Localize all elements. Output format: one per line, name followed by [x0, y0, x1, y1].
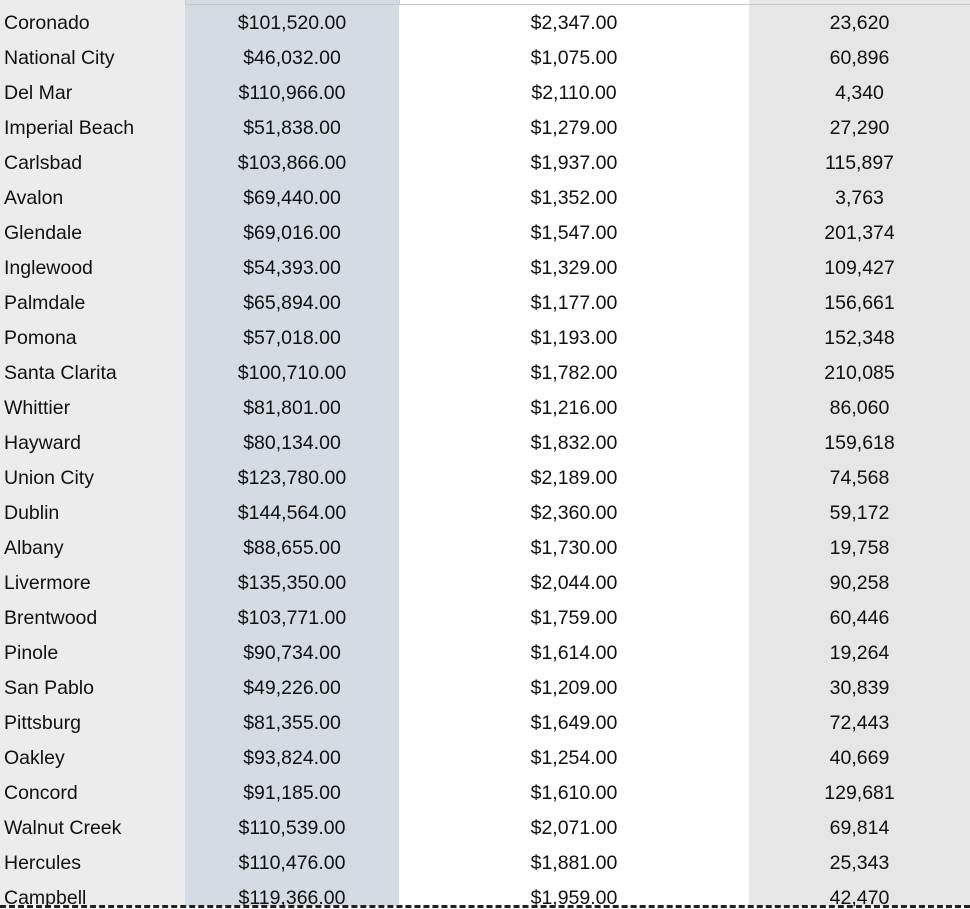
- table-row: [0, 391, 970, 426]
- cell-city[interactable]: Inglewood: [4, 257, 93, 279]
- table-row: [0, 461, 970, 496]
- cell-city[interactable]: Palmdale: [4, 292, 86, 314]
- cell-population[interactable]: 27,290: [829, 117, 890, 139]
- cell-rent[interactable]: $1,832.00: [530, 432, 618, 454]
- cell-income[interactable]: $81,801.00: [243, 397, 341, 419]
- cell-city[interactable]: Oakley: [4, 747, 65, 769]
- cell-population[interactable]: 129,681: [824, 782, 895, 804]
- cell-population[interactable]: 60,446: [829, 607, 890, 629]
- table-row: [0, 601, 970, 636]
- cell-income[interactable]: $144,564.00: [237, 502, 347, 524]
- cell-income[interactable]: $110,539.00: [238, 817, 346, 839]
- cell-population[interactable]: 201,374: [824, 222, 895, 244]
- cell-rent[interactable]: $1,177.00: [530, 292, 618, 314]
- cell-population[interactable]: 4,340: [835, 82, 884, 104]
- cell-city[interactable]: Livermore: [4, 572, 91, 594]
- cell-rent[interactable]: $2,110.00: [531, 82, 617, 104]
- table-row: [0, 41, 970, 76]
- cell-income[interactable]: $69,016.00: [243, 222, 341, 244]
- cell-income[interactable]: $51,838.00: [243, 117, 341, 139]
- table-row: [0, 741, 970, 776]
- cell-city[interactable]: Pinole: [4, 642, 59, 664]
- cell-city[interactable]: Glendale: [4, 222, 83, 244]
- table-row: [0, 216, 970, 251]
- cell-income[interactable]: $93,824.00: [243, 747, 341, 769]
- cell-city[interactable]: Coronado: [4, 12, 90, 34]
- page-break-line: [0, 905, 970, 908]
- cell-rent[interactable]: $1,193.00: [530, 327, 618, 349]
- table-row: [0, 846, 970, 881]
- cell-population[interactable]: 115,897: [824, 152, 895, 174]
- cell-population[interactable]: 210,085: [824, 362, 895, 384]
- table-row: [0, 286, 970, 321]
- cell-city[interactable]: Hercules: [4, 852, 81, 874]
- cell-rent[interactable]: $1,209.00: [530, 677, 618, 699]
- cell-city[interactable]: Union City: [4, 467, 94, 489]
- cell-income[interactable]: $103,771.00: [237, 607, 347, 629]
- cell-population[interactable]: 159,618: [824, 432, 895, 454]
- cell-population[interactable]: 59,172: [829, 502, 890, 524]
- cell-population[interactable]: 19,758: [829, 537, 890, 559]
- cell-income[interactable]: $88,655.00: [243, 537, 341, 559]
- cell-income[interactable]: $123,780.00: [237, 467, 347, 489]
- column-divider: [185, 0, 186, 5]
- table-row: [0, 76, 970, 111]
- table-row: [0, 111, 970, 146]
- cell-population[interactable]: 109,427: [824, 257, 895, 279]
- cell-income[interactable]: $101,520.00: [237, 12, 347, 34]
- cell-income[interactable]: $57,018.00: [243, 327, 341, 349]
- cell-income[interactable]: $135,350.00: [237, 572, 347, 594]
- cell-city[interactable]: Brentwood: [4, 607, 98, 629]
- cell-city[interactable]: Carlsbad: [4, 152, 83, 174]
- cell-city[interactable]: Walnut Creek: [4, 817, 122, 839]
- table-row: [0, 496, 970, 531]
- cell-rent[interactable]: $1,782.00: [530, 362, 618, 384]
- cell-city[interactable]: San Pablo: [4, 677, 94, 699]
- cell-rent[interactable]: $1,254.00: [530, 747, 618, 769]
- cell-population[interactable]: 74,568: [829, 467, 890, 489]
- table-row: [0, 426, 970, 461]
- cell-rent[interactable]: $1,610.00: [530, 782, 618, 804]
- cell-income[interactable]: $80,134.00: [243, 432, 341, 454]
- cell-population[interactable]: 69,814: [829, 817, 890, 839]
- cell-population[interactable]: 3,763: [835, 187, 884, 209]
- cell-population[interactable]: 90,258: [829, 572, 890, 594]
- cell-rent[interactable]: $1,075.00: [530, 47, 618, 69]
- cell-rent[interactable]: $1,352.00: [530, 187, 618, 209]
- cell-rent[interactable]: $1,279.00: [530, 117, 618, 139]
- cell-rent[interactable]: $1,730.00: [530, 537, 618, 559]
- top-border: [185, 4, 970, 5]
- cell-income[interactable]: $65,894.00: [243, 292, 341, 314]
- cell-city[interactable]: National City: [4, 47, 115, 69]
- table-row: [0, 251, 970, 286]
- cell-population[interactable]: 156,661: [824, 292, 895, 314]
- cell-city[interactable]: Santa Clarita: [4, 362, 117, 384]
- table-row: [0, 566, 970, 601]
- cell-income[interactable]: $110,966.00: [238, 82, 346, 104]
- cell-rent[interactable]: $2,347.00: [530, 12, 618, 34]
- cell-population[interactable]: 72,443: [829, 712, 890, 734]
- cell-population[interactable]: 60,896: [829, 47, 890, 69]
- cell-income[interactable]: $46,032.00: [243, 47, 341, 69]
- cell-city[interactable]: Imperial Beach: [4, 117, 135, 139]
- table-row: [0, 356, 970, 391]
- cell-rent[interactable]: $2,189.00: [530, 467, 618, 489]
- cell-city[interactable]: Dublin: [4, 502, 60, 524]
- table-row: [0, 146, 970, 181]
- cell-income[interactable]: $119,366.00: [238, 887, 346, 909]
- cell-city[interactable]: Pomona: [4, 327, 77, 349]
- cell-population[interactable]: 25,343: [829, 852, 890, 874]
- cell-income[interactable]: $100,710.00: [237, 362, 347, 384]
- table-row: [0, 531, 970, 566]
- cell-rent[interactable]: $2,044.00: [530, 572, 618, 594]
- cell-rent[interactable]: $1,959.00: [530, 887, 618, 909]
- column-divider: [399, 0, 400, 5]
- cell-rent[interactable]: $1,759.00: [530, 607, 618, 629]
- table-row: [0, 636, 970, 671]
- cell-income[interactable]: $81,355.00: [243, 712, 341, 734]
- cell-income[interactable]: $91,185.00: [243, 782, 341, 804]
- cell-population[interactable]: 30,839: [829, 677, 890, 699]
- cell-income[interactable]: $110,476.00: [238, 852, 346, 874]
- cell-rent[interactable]: $1,937.00: [530, 152, 618, 174]
- cell-population[interactable]: 42,470: [829, 887, 890, 909]
- cell-population[interactable]: 152,348: [824, 327, 895, 349]
- cell-rent[interactable]: $1,329.00: [530, 257, 618, 279]
- cell-rent[interactable]: $1,614.00: [530, 642, 618, 664]
- table-row: [0, 671, 970, 706]
- table-row: [0, 706, 970, 741]
- cell-city[interactable]: Avalon: [4, 187, 64, 209]
- cell-city[interactable]: Hayward: [4, 432, 81, 454]
- cell-city[interactable]: Campbell: [4, 887, 87, 909]
- table-row: [0, 811, 970, 846]
- cell-city[interactable]: Pittsburg: [4, 712, 81, 734]
- cell-population[interactable]: 40,669: [829, 747, 890, 769]
- cell-city[interactable]: Concord: [4, 782, 78, 804]
- table-row: [0, 776, 970, 811]
- cell-income[interactable]: $103,866.00: [237, 152, 347, 174]
- cell-city[interactable]: Albany: [4, 537, 64, 559]
- cell-rent[interactable]: $1,649.00: [530, 712, 618, 734]
- cell-income[interactable]: $54,393.00: [243, 257, 341, 279]
- cell-rent[interactable]: $1,547.00: [530, 222, 618, 244]
- table-row: [0, 321, 970, 356]
- cell-rent[interactable]: $1,216.00: [530, 397, 618, 419]
- cell-rent[interactable]: $2,071.00: [530, 817, 618, 839]
- cell-rent[interactable]: $2,360.00: [530, 502, 618, 524]
- cell-population[interactable]: 23,620: [829, 12, 890, 34]
- cell-rent[interactable]: $1,881.00: [530, 852, 618, 874]
- cell-city[interactable]: Whittier: [4, 397, 71, 419]
- table-row: [0, 181, 970, 216]
- table-body: [0, 6, 970, 909]
- cell-population[interactable]: 19,264: [829, 642, 890, 664]
- cell-income[interactable]: $90,734.00: [243, 642, 341, 664]
- cell-income[interactable]: $49,226.00: [243, 677, 341, 699]
- cell-population[interactable]: 86,060: [829, 397, 890, 419]
- cell-city[interactable]: Del Mar: [4, 82, 73, 104]
- table-row: [0, 6, 970, 41]
- cell-income[interactable]: $69,440.00: [243, 187, 341, 209]
